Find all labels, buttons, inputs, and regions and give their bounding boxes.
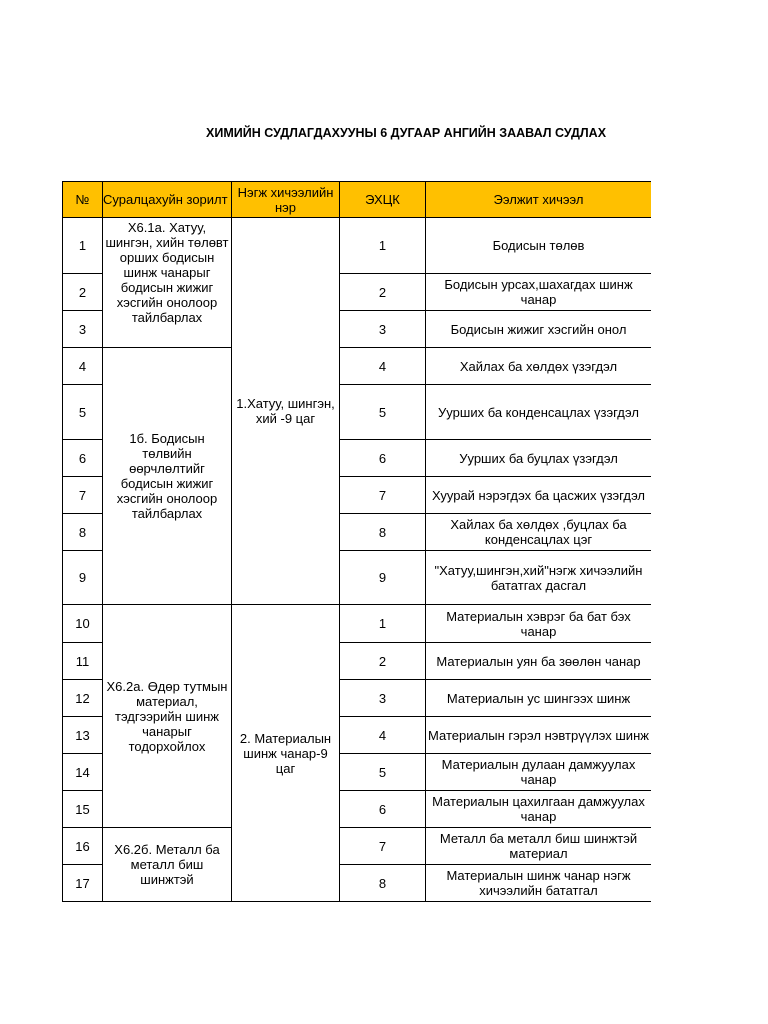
row-code: 4 xyxy=(340,348,426,385)
row-number: 15 xyxy=(63,791,103,828)
curriculum-table-wrapper xyxy=(62,181,651,902)
curriculum-table xyxy=(62,181,651,902)
table-row xyxy=(63,828,652,865)
row-number: 4 xyxy=(63,348,103,385)
header-lesson: Ээлжит хичээл xyxy=(426,182,652,218)
objective-cell: Х6.2а. Өдөр тутмын материал, тэдгээрийн шинж чанарыг тодорхойлох xyxy=(103,605,232,828)
row-number: 5 xyxy=(63,385,103,440)
objective-cell: Х6.2б. Металл ба металл биш шинжтэй xyxy=(103,828,232,902)
row-number: 3 xyxy=(63,311,103,348)
row-lesson: Материалын шинж чанар нэгж хичээлийн бататгал xyxy=(426,865,652,902)
row-number: 10 xyxy=(63,605,103,643)
row-code: 7 xyxy=(340,477,426,514)
objective-cell: Х6.1а. Хатуу, шингэн, хийн төлөвт орших бодисын шинж чанарыг бодисын жижиг хэсгийн онолоор тайлбарлах xyxy=(103,218,232,348)
row-number: 8 xyxy=(63,514,103,551)
row-code: 2 xyxy=(340,643,426,680)
unit-cell: 2. Материалын шинж чанар-9 цаг xyxy=(232,605,340,902)
row-code: 1 xyxy=(340,218,426,274)
row-code: 7 xyxy=(340,828,426,865)
row-number: 12 xyxy=(63,680,103,717)
row-lesson: Бодисын урсах,шахагдах шинж чанар xyxy=(426,274,652,311)
row-number: 2 xyxy=(63,274,103,311)
row-code: 3 xyxy=(340,680,426,717)
header-code: ЭХЦК xyxy=(340,182,426,218)
row-number: 9 xyxy=(63,551,103,605)
row-lesson: Материалын дулаан дамжуулах чанар xyxy=(426,754,652,791)
row-lesson: Материалын ус шингээх шинж xyxy=(426,680,652,717)
row-lesson: Бодисын төлөв xyxy=(426,218,652,274)
row-number: 11 xyxy=(63,643,103,680)
row-code: 6 xyxy=(340,440,426,477)
row-code: 3 xyxy=(340,311,426,348)
row-code: 2 xyxy=(340,274,426,311)
row-code: 5 xyxy=(340,754,426,791)
table-row xyxy=(63,218,652,274)
row-code: 1 xyxy=(340,605,426,643)
header-no: № xyxy=(63,182,103,218)
objective-cell: 1б. Бодисын төлвийн өөрчлөлтийг бодисын жижиг хэсгийн онолоор тайлбарлах xyxy=(103,348,232,605)
row-code: 6 xyxy=(340,791,426,828)
row-number: 14 xyxy=(63,754,103,791)
row-lesson: Бодисын жижиг хэсгийн онол xyxy=(426,311,652,348)
row-code: 9 xyxy=(340,551,426,605)
row-lesson: Материалын уян ба зөөлөн чанар xyxy=(426,643,652,680)
row-code: 8 xyxy=(340,865,426,902)
row-number: 1 xyxy=(63,218,103,274)
row-number: 17 xyxy=(63,865,103,902)
row-number: 13 xyxy=(63,717,103,754)
row-lesson: Уурших ба буцлах үзэгдэл xyxy=(426,440,652,477)
row-lesson: Металл ба металл биш шинжтэй материал xyxy=(426,828,652,865)
row-lesson: Уурших ба конденсацлах үзэгдэл xyxy=(426,385,652,440)
row-code: 4 xyxy=(340,717,426,754)
row-number: 6 xyxy=(63,440,103,477)
row-lesson: "Хатуу,шингэн,хий"нэгж хичээлийн бататгах дасгал xyxy=(426,551,652,605)
table-row xyxy=(63,605,652,643)
unit-cell: 1.Хатуу, шингэн, хий -9 цаг xyxy=(232,218,340,605)
row-number: 7 xyxy=(63,477,103,514)
table-row xyxy=(63,348,652,385)
row-lesson: Хуурай нэрэгдэх ба цасжих үзэгдэл xyxy=(426,477,652,514)
row-lesson: Материалын хэврэг ба бат бэх чанар xyxy=(426,605,652,643)
row-lesson: Хайлах ба хөлдөх үзэгдэл xyxy=(426,348,652,385)
header-objective: Суралцахуйн зорилт xyxy=(103,182,232,218)
header-row xyxy=(63,182,652,218)
row-code: 8 xyxy=(340,514,426,551)
title-text: ХИМИЙН СУДЛАГДАХУУНЫ 6 ДУГААР АНГИЙН ЗААВАЛ СУДЛАХ xyxy=(206,126,607,140)
header-unit: Нэгж хичээлийн нэр xyxy=(232,182,340,218)
row-lesson: Материалын цахилгаан дамжуулах чанар xyxy=(426,791,652,828)
row-code: 5 xyxy=(340,385,426,440)
row-number: 16 xyxy=(63,828,103,865)
row-lesson: Хайлах ба хөлдөх ,буцлах ба конденсацлах цэг xyxy=(426,514,652,551)
row-lesson: Материалын гэрэл нэвтрүүлэх шинж xyxy=(426,717,652,754)
